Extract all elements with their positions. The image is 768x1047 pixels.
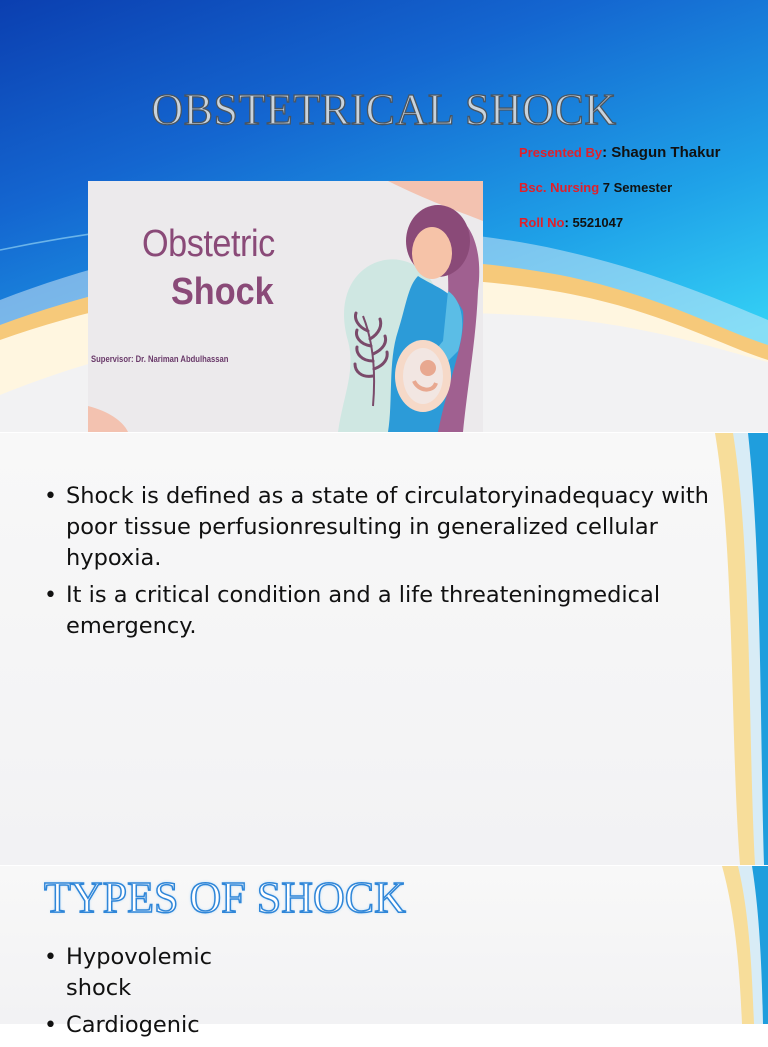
types-list (44, 942, 264, 1047)
list-item (44, 942, 264, 1004)
types-slide (0, 866, 768, 1038)
list-item (44, 1010, 264, 1041)
bullet-icon: • (44, 484, 57, 509)
list-item-text: Hypovolemic shock (66, 944, 212, 1001)
bullet-icon: • (44, 1013, 57, 1038)
pregnant-woman-illustration (88, 181, 483, 432)
slide-title: TYPES OF SHOCK (44, 873, 406, 922)
image-title-line2: Shock (171, 271, 274, 313)
list-item-text: It is a critical condition and a life threateningmedical emergency. (66, 582, 661, 639)
slide-title: OBSTETRICAL SHOCK (151, 85, 617, 134)
presented-by-label: Presented By (519, 145, 603, 160)
roll-line (519, 215, 623, 230)
course-label: Bsc. Nursing (519, 180, 600, 195)
list-item-text: Cardiogenic (66, 1012, 200, 1038)
list-item (44, 580, 724, 642)
course-line (519, 180, 672, 195)
title-slide (0, 0, 768, 432)
course-value: 7 Semester (599, 180, 673, 195)
presented-by-separator: : (602, 144, 612, 161)
list-item (44, 481, 724, 574)
bullet-icon: • (44, 945, 57, 970)
cover-image (88, 181, 483, 432)
roll-value: : 5521047 (564, 215, 624, 230)
bullet-icon: • (44, 583, 57, 608)
roll-label: Roll No (519, 215, 565, 230)
presenter-name: Shagun Thakur (611, 144, 721, 161)
definition-slide (0, 433, 768, 865)
list-item-text: Shock is defined as a state of circulatoryinadequacy with poor tissue perfusionresulting in generalized cellular hypoxia. (66, 483, 709, 571)
definition-list (44, 481, 724, 648)
presenter-line (519, 144, 720, 161)
image-title-line1: Obstetric (142, 223, 275, 265)
image-supervisor: Supervisor: Dr. Nariman Abdulhassan (91, 354, 229, 364)
